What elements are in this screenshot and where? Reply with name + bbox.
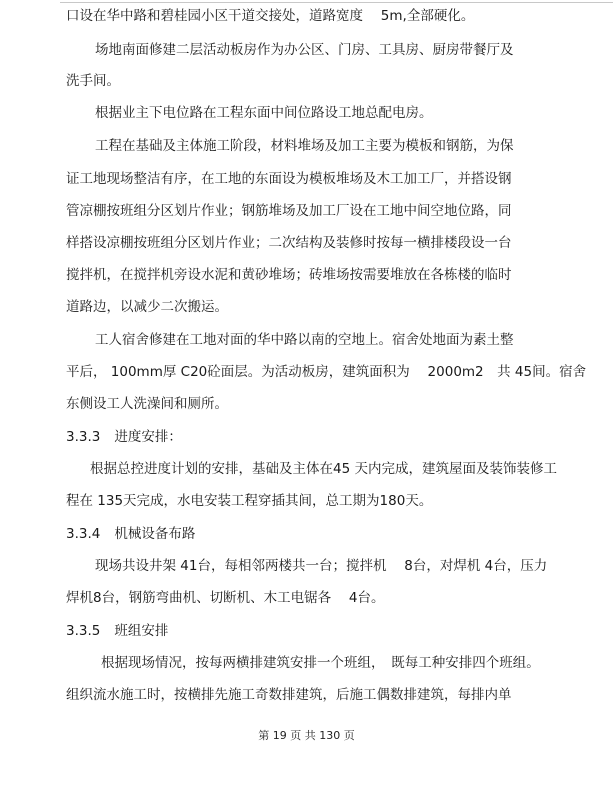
text-line: 道路边，以减少二次搬运。 — [66, 299, 228, 315]
section-title: 机械设备布路 — [114, 526, 196, 542]
text-line: 程在 135天完成，水电安装工程穿插其间，总工期为180天。 — [66, 493, 433, 509]
text-line: 口设在华中路和碧桂园小区干道交接处，道路宽度 5m,全部硬化。 — [66, 8, 475, 24]
text-line: 根据现场情况，按每两横排建筑安排一个班组， 既每工种安排四个班组。 — [101, 655, 540, 671]
section-heading-3-3-4 — [66, 525, 195, 543]
text-line: 工程在基础及主体施工阶段，材料堆场及加工主要为模板和钢筋，为保 — [95, 138, 514, 154]
top-divider — [60, 2, 613, 3]
section-title: 进度安排： — [114, 429, 182, 445]
section-number: 3.3.3 — [66, 429, 101, 445]
text-line: 现场共设井架 41台，每相邻两楼共一台；搅拌机 8台，对焊机 4台，压力 — [95, 558, 548, 574]
section-number: 3.3.4 — [66, 526, 101, 542]
page-footer: 第 19 页 共 130 页 — [258, 729, 355, 742]
section-title: 班组安排 — [114, 623, 169, 639]
text-line: 根据业主下电位路在工程东面中间位路设工地总配电房。 — [95, 105, 433, 121]
section-heading-3-3-3 — [66, 428, 182, 446]
section-heading-3-3-5 — [66, 622, 168, 640]
text-line: 管凉棚按班组分区划片作业；钢筋堆场及加工厂设在工地中间空地位路，同 — [66, 203, 512, 219]
text-line: 搅拌机，在搅拌机旁设水泥和黄砂堆场；砖堆场按需要堆放在各栋楼的临时 — [66, 267, 512, 283]
text-line: 证工地现场整洁有序，在工地的东面设为模板堆场及木工加工厂，并搭设钢 — [66, 171, 512, 187]
text-line: 平后， 100mm厚 C20砼面层。为活动板房，建筑面积为 2000m2 共 45间。宿舍 — [66, 364, 587, 380]
text-line: 根据总控进度计划的安排，基础及主体在45 天内完成，建筑屋面及装饰装修工 — [90, 461, 557, 477]
section-number: 3.3.5 — [66, 623, 101, 639]
text-line: 焊机8台，钢筋弯曲机、切断机、木工电锯各 4台。 — [66, 590, 385, 606]
text-line: 场地南面修建二层活动板房作为办公区、门房、工具房、厨房带餐厅及 — [95, 42, 514, 58]
text-line: 样搭设凉棚按班组分区划片作业；二次结构及装修时按每一横排楼段设一台 — [66, 235, 512, 251]
text-line: 洗手间。 — [66, 73, 120, 89]
text-line: 组织流水施工时，按横排先施工奇数排建筑，后施工偶数排建筑，每排内单 — [66, 687, 512, 703]
text-line: 东侧设工人洗澡间和厕所。 — [66, 396, 228, 412]
text-line: 工人宿舍修建在工地对面的华中路以南的空地上。宿舍处地面为素土整 — [95, 332, 514, 348]
